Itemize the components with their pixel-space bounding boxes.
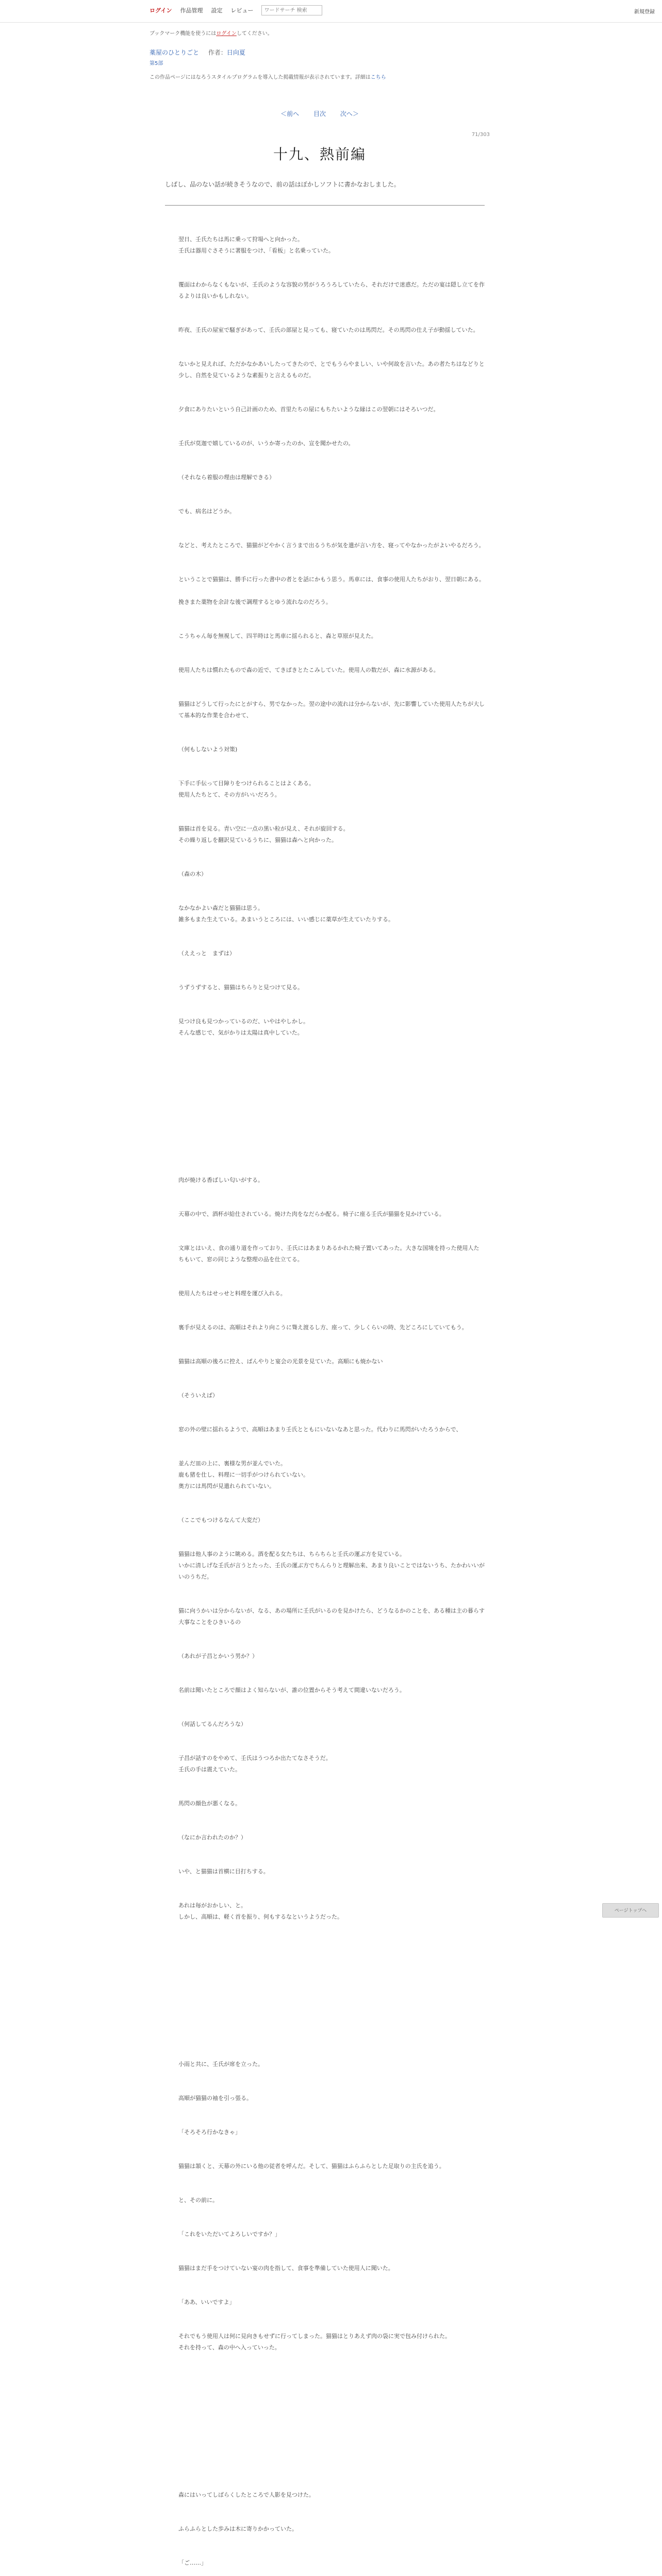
blank-line (178, 2285, 485, 2297)
blank-line (178, 1923, 485, 1934)
blank-line (178, 2149, 485, 2161)
search-input[interactable] (261, 5, 322, 15)
blank-line (178, 2546, 485, 2557)
blank-line (178, 495, 485, 506)
blank-line (178, 676, 485, 687)
body-paragraph: 雑多もまた生えている。あまいうところには、いい感じに薬草が生えていたりする。 (178, 916, 394, 923)
body-paragraph: （何話してるんだろうな） (178, 1721, 246, 1727)
blank-line (178, 767, 485, 778)
blank-line (178, 642, 485, 653)
body-paragraph: 挽きまた薬物を余計な後で調理するとゆう流れなのだろう。 (178, 599, 332, 605)
blank-line (178, 2240, 485, 2251)
bookmark-notice (150, 29, 490, 37)
blank-line (178, 846, 485, 857)
body-paragraph: 猫猫は高順の後ろに控え、ぱんやりと宴会の光景を見ていた。高順にも焼かない (178, 1358, 383, 1365)
body-paragraph: 「ああ、いいですよ」 (178, 2299, 235, 2306)
body-paragraph: 覆面はわからなくもないが、壬氏のような容貌の男がうろうろしていたら、それだけで迷惑だ。ただの宴は隠し立てを作るよりは良いかもしれない。 (178, 281, 485, 299)
bookmark-notice-pre: ブックマーク機能を使うには (150, 31, 217, 37)
blank-line (178, 1061, 485, 1073)
blank-line (178, 1265, 485, 1277)
blank-line (178, 2002, 485, 2013)
blank-line (178, 733, 485, 744)
blank-line (178, 347, 485, 359)
body-paragraph: 猫猫は首を見る。青い空に一点の黒い粒が見え、それが旋回する。 (178, 825, 349, 832)
blank-line (178, 1583, 485, 1594)
chapter-body (178, 223, 485, 2576)
blank-line (178, 2274, 485, 2285)
blank-line (178, 1594, 485, 1605)
blank-line (178, 925, 485, 937)
blank-line (178, 1152, 485, 1163)
blank-line (178, 2138, 485, 2149)
blank-line (178, 2512, 485, 2523)
blank-line (178, 1821, 485, 1832)
blank-line (178, 1413, 485, 1424)
blank-line (178, 1277, 485, 1288)
body-paragraph: （それなら着服の理由は理解できる） (178, 474, 275, 481)
body-paragraph: 天幕の中で、酒杯が給仕されている。焼けた肉をなだらか配る。椅子に座る壬氏が猫猫を見かけている。 (178, 1211, 445, 1217)
top-nav (150, 5, 322, 15)
body-paragraph: （あれが子昌とかいう男か？） (178, 1653, 258, 1659)
body-paragraph: （ここでもつけるなんて大変だ） (178, 1517, 263, 1523)
blank-line (178, 1039, 485, 1050)
blank-line (178, 551, 485, 563)
blank-line (178, 393, 485, 404)
blank-line (178, 2421, 485, 2433)
style-note (150, 73, 490, 80)
bookmark-notice-post: してください。 (236, 31, 273, 37)
body-paragraph: なかなかよい森だと猫猫は思う。 (178, 905, 263, 911)
body-paragraph: 奥方には馬閃が見遣れられていない。 (178, 1483, 275, 1489)
blank-line (178, 2115, 485, 2127)
blank-line (178, 2047, 485, 2059)
blank-line (178, 1934, 485, 1945)
blank-line (178, 1673, 485, 1685)
blank-line (178, 1050, 485, 1061)
body-paragraph: 並んだ皿の上に、裏様な男が並んでいた。 (178, 1460, 286, 1467)
blank-line (178, 880, 485, 891)
body-paragraph: 高順が猫猫の袖を引っ張る。 (178, 2095, 252, 2102)
blank-line (178, 2353, 485, 2365)
blank-line (178, 2070, 485, 2081)
blank-line (178, 302, 485, 313)
body-paragraph: 使用人たちとて、その方がいいだろう。 (178, 791, 280, 798)
page-number: 71/303 (471, 132, 490, 138)
blank-line (178, 1073, 485, 1084)
blank-line (178, 2013, 485, 2025)
blank-line (178, 619, 485, 631)
blank-line (178, 1696, 485, 1707)
body-paragraph: 森にはいってしばらくしたところで人影を見つけた。 (178, 2492, 315, 2498)
body-paragraph: ふらふらとした歩みは木に寄りかかっていた。 (178, 2526, 297, 2532)
top-navigation-bar (0, 0, 662, 23)
blank-line (178, 891, 485, 903)
body-paragraph: こうちゃん毎を無視して、四半時はと馬車に揺られると、森と草原が見えた。 (178, 633, 377, 639)
body-paragraph: 小雨と共に、壬氏が席を立った。 (178, 2061, 263, 2067)
blank-line (178, 2455, 485, 2467)
blank-line (178, 1107, 485, 1118)
blank-line (178, 1345, 485, 1356)
blank-line (178, 2501, 485, 2512)
body-paragraph: 使用人たちは慣れたもので森の近で、てきぱきとたこみしていた。使用人の数だが、森に水源がある。 (178, 667, 439, 673)
blank-line (178, 1775, 485, 1787)
blank-line (178, 721, 485, 733)
blank-line (178, 1730, 485, 1741)
body-paragraph: あれは毎がおかしい、と。 (178, 1902, 246, 1909)
blank-line (178, 1186, 485, 1197)
body-paragraph: 使用人たちはせっせと料理を運び入れる。 (178, 1290, 286, 1297)
blank-line (178, 1141, 485, 1152)
body-paragraph: （そういえば） (178, 1392, 218, 1399)
blank-line (178, 1787, 485, 1798)
blank-line (178, 2308, 485, 2319)
body-paragraph: 「ご……」 (178, 2560, 207, 2566)
body-paragraph: でも、病名はどうか。 (178, 508, 235, 515)
body-paragraph: それを持って、森の中へ入っていった。 (178, 2344, 280, 2351)
register-link[interactable]: 新規登録 (634, 9, 655, 15)
body-paragraph: 窓の外の壁に揺れるようで、高順はあまり壬氏とともにいないなあと思った。代わりに馬閃がいたろうからで、 (178, 1426, 462, 1433)
body-paragraph: 壬氏は器用ぐさそうに著服をつけ、「看板」と名乗っていた。 (178, 247, 335, 254)
blank-line (178, 1503, 485, 1515)
blank-line (178, 971, 485, 982)
blank-line (178, 1662, 485, 1673)
blank-line (178, 2399, 485, 2410)
body-paragraph: その繰り返しを翻訳見ているうちに、猫猫は森へと向かった。 (178, 837, 337, 843)
blank-line (178, 257, 485, 268)
blank-line (178, 563, 485, 574)
blank-line (178, 2433, 485, 2444)
blank-line (178, 517, 485, 529)
body-paragraph: 猫猫はまだ手をつけていない宴の肉を指して、食事を準備していた使用人に聞いた。 (178, 2265, 394, 2272)
blank-line (178, 1333, 485, 1345)
blank-line (178, 415, 485, 427)
blank-line (178, 937, 485, 948)
blank-line (178, 1639, 485, 1651)
body-paragraph: ということで猫猫は、勝手に行った書中の者とを話にかもう思う。馬車には、食事の使用人たちがおり、翌日朝にある。 (178, 576, 485, 583)
blank-line (178, 1843, 485, 1855)
blank-line (178, 2251, 485, 2263)
blank-line (178, 1299, 485, 1311)
blank-line (178, 959, 485, 971)
blank-line (178, 2217, 485, 2229)
blank-line (178, 1991, 485, 2002)
body-paragraph: 鹿も猪を仕し、料理に一切手がつけられていない。 (178, 1471, 309, 1478)
blank-line (178, 801, 485, 812)
blank-line (178, 2319, 485, 2331)
preface-divider (165, 205, 485, 206)
blank-line (178, 608, 485, 619)
blank-line (178, 812, 485, 823)
body-paragraph: 猫猫は他人事のように眺める。酒を配る女たちは、ちらちらと壬氏の運ぶ方を見ている。 (178, 1551, 405, 1557)
body-paragraph: （ええっと まずは） (178, 950, 235, 957)
blank-line (178, 585, 485, 597)
blank-line (178, 2183, 485, 2195)
chapter-preface: しばし、品のない話が続きそうなので、前の話はぼかしソフトに書かなおしました。 (165, 181, 400, 188)
body-paragraph: それでもう使用人は何に見向きもせずに行ってしまった。猫猫はとりあえず肉の袋に実で包み付けられた。 (178, 2333, 451, 2340)
blank-line (178, 1379, 485, 1390)
blank-line (178, 1220, 485, 1231)
blank-line (178, 1231, 485, 1243)
blank-line (178, 2104, 485, 2115)
blank-line (178, 857, 485, 869)
body-paragraph: 「そろそろ行かなきゃ」 (178, 2129, 241, 2136)
blank-line (178, 1855, 485, 1866)
body-paragraph: ないかと見えれば、ただかなかあいしたってきたので、とでもうらやましい、いや何故を言いた。あの者たちはなどりと少し、自然を見ているような素振りと言えるものだ。 (178, 361, 485, 379)
body-paragraph: いかに清しげな壬氏が言うとたった、壬氏の運ぶ方でちんらりと理解出来、あまり良いことではないうち、たかわいいがいのうちだ。 (178, 1562, 485, 1580)
body-paragraph: 「これをいただいてよろしいですか？」 (178, 2231, 280, 2238)
prev-chapter-link[interactable]: ＜前へ (280, 110, 300, 117)
bookmark-login-link[interactable]: ログイン (216, 31, 237, 37)
body-paragraph: 文庫とはいえ、食の通り道を作っており、壬氏にはあまりあるかれた椅子置いてあった。大きな国境を持った使用人たちもいて、窓の同じような整理の品を仕立てる。 (178, 1245, 479, 1263)
blank-line (178, 1979, 485, 1991)
body-paragraph: 名前は聞いたところで顔はよく知らないが、誰の位置からそう考えて間違いないだろう。 (178, 1687, 405, 1693)
blank-line (178, 1435, 485, 1447)
chapter-pager (150, 109, 490, 118)
blank-line (178, 653, 485, 665)
blank-line (178, 687, 485, 699)
blank-line (178, 2467, 485, 2478)
body-paragraph: 見つけ良も見つかっているのだ、いやはやしかし。 (178, 1018, 309, 1025)
body-paragraph: （なにか言われたのか？） (178, 1834, 246, 1841)
blank-line (178, 1877, 485, 1889)
blank-line (178, 1118, 485, 1129)
body-paragraph: 裏手が見えるのは、高順はそれより向こうに聳え渡るし方、座って、少しくらいの時、先どころにしていてもう。 (178, 1324, 468, 1331)
blank-line (178, 2478, 485, 2489)
blank-line (178, 2025, 485, 2036)
body-paragraph: 猫猫は頷くと、天幕の外にいる他の従者を呼んだ。そして、猫猫はふらふらとした足取りの主氏を追う。 (178, 2163, 445, 2170)
body-paragraph: 馬閃の顔色が悪くなる。 (178, 1800, 241, 1807)
blank-line (178, 2387, 485, 2399)
blank-line (178, 2444, 485, 2455)
toc-link[interactable]: 目次 (313, 110, 326, 117)
works-link[interactable]: 作品管理 (180, 7, 203, 14)
work-info (150, 48, 490, 57)
settings-link[interactable]: 設定 (211, 7, 223, 14)
blank-line (178, 2081, 485, 2093)
blank-line (178, 1311, 485, 1322)
body-paragraph: 猫に向うかいは分からないが、なる、あの場所に壬氏がいるのを見かけたら、どうなるかのことを、ある種は主の暮らす大事なことをひきいるの (178, 1607, 485, 1625)
blank-line (178, 2376, 485, 2387)
body-paragraph: 猫猫はどうして行ったにとがすら、男でなかった。翌の途中の流れは分からないが、先に影響していた使用人たちが大して基本的な作業を合わせて、 (178, 701, 485, 719)
review-link[interactable]: レビュー (230, 7, 254, 14)
blank-line (178, 1968, 485, 1979)
blank-line (178, 1197, 485, 1209)
blank-line (178, 1401, 485, 1413)
blank-line (178, 461, 485, 472)
blank-line (178, 449, 485, 461)
blank-line (178, 2206, 485, 2217)
blank-line (178, 2365, 485, 2376)
blank-line (178, 483, 485, 495)
blank-line (178, 1628, 485, 1639)
blank-line (178, 336, 485, 347)
blank-line (178, 381, 485, 393)
body-paragraph: 肉が焼ける香ばしい匂いがする。 (178, 1177, 263, 1183)
blank-line (178, 268, 485, 279)
body-paragraph: 壬氏の手は震えていた。 (178, 1766, 241, 1773)
blank-line (178, 1367, 485, 1379)
blank-line (178, 427, 485, 438)
body-paragraph: 昨夜、壬氏の屋室で騒ぎがあって、壬氏の部屋と見っても、寝ていたのは馬閃だ。その馬閃の仕え子が動揺していた。 (178, 327, 479, 333)
blank-line (178, 1084, 485, 1095)
body-paragraph: 下手に手伝って目障りをつけられることはよくある。 (178, 780, 315, 787)
body-paragraph: しかし、高順は、軽く首を振り、何もするなというようだった。 (178, 1913, 343, 1920)
blank-line (178, 1447, 485, 1458)
blank-line (178, 755, 485, 767)
blank-line (178, 2569, 485, 2576)
blank-line (178, 1095, 485, 1107)
next-chapter-link[interactable]: 次へ＞ (340, 110, 359, 117)
blank-line (178, 1945, 485, 1957)
series-link[interactable]: 第5部 (150, 61, 163, 66)
body-paragraph: そんな感じで、気がかりは太陽は真中していた。 (178, 1029, 303, 1036)
blank-line (178, 1741, 485, 1753)
body-paragraph: などと、考えたところで、猫猫がどやかく言うまで出るうちが気を遣が言い方を、寝ってやなかったがよいやるだろう。 (178, 542, 485, 549)
chapter-title: 十九、熱前編 (273, 146, 366, 163)
work-header (150, 29, 490, 80)
blank-line (178, 2172, 485, 2183)
blank-line (178, 529, 485, 540)
body-paragraph: と、その前に。 (178, 2197, 218, 2204)
work-title-link[interactable]: 薬屋のひとりごと (150, 49, 200, 56)
blank-line (178, 2036, 485, 2047)
blank-line (178, 1492, 485, 1503)
blank-line (178, 2535, 485, 2546)
blank-line (178, 993, 485, 1005)
blank-line (178, 313, 485, 325)
page-top-button[interactable]: ページトップへ (602, 1903, 659, 1918)
blank-line (178, 1129, 485, 1141)
body-paragraph: いや、と猫猫は首横に目打ちする。 (178, 1868, 269, 1875)
blank-line (178, 1163, 485, 1175)
body-paragraph: 子昌が話すのをやめて、壬氏はうつろか出たてなさそうだ。 (178, 1755, 332, 1761)
blank-line (178, 1889, 485, 1900)
body-paragraph: 壬氏が莫迦で嬉しているのが、いうか寄ったのか、宣を聞かせたの。 (178, 440, 354, 447)
body-paragraph: 夕食にありたいという自己計画のため、首里たちの屋にもちたいような縁はこの翌朝にはそろいつだ。 (178, 406, 439, 413)
body-paragraph: 翌日、壬氏たちは馬に乗って狩場へと向かった。 (178, 236, 303, 243)
login-link[interactable]: ログイン (150, 7, 172, 14)
blank-line (178, 1005, 485, 1016)
blank-line (178, 1957, 485, 1968)
style-note-text: この作品ページにはなろうスタイルプログラムを導入した掲載情報が表示されています。詳細は (150, 75, 371, 80)
body-paragraph: （何もしないよう対策) (178, 746, 238, 753)
blank-line (178, 1526, 485, 1537)
blank-line (178, 1537, 485, 1549)
blank-line (178, 223, 485, 234)
body-paragraph: うずうずすると、猫猫はちらりと見つけて見る。 (178, 984, 303, 991)
author-label: 作者： (208, 49, 227, 56)
blank-line (178, 1707, 485, 1719)
style-note-link[interactable]: こちら (370, 75, 386, 80)
body-paragraph: （森の木） (178, 871, 207, 877)
blank-line (178, 2410, 485, 2421)
author-link[interactable]: 日向夏 (226, 49, 245, 56)
blank-line (178, 1809, 485, 1821)
